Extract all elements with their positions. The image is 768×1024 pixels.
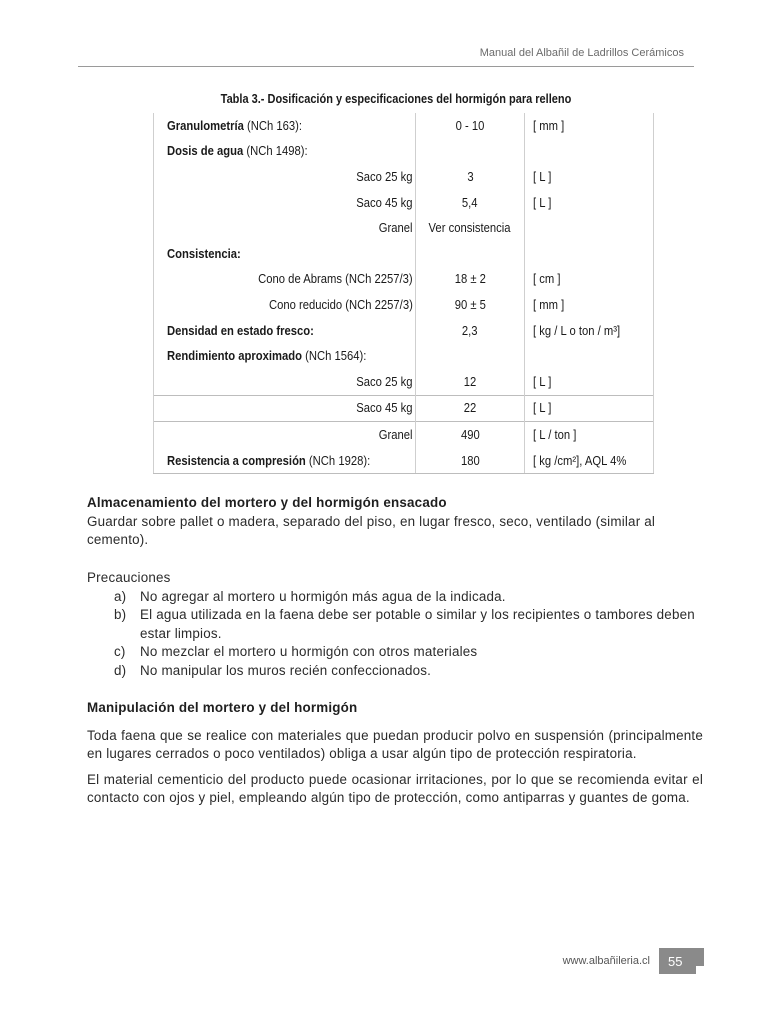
spec-table	[153, 113, 654, 474]
row-label-bold: Resistencia a compresión	[167, 453, 306, 468]
running-header: Manual del Albañil de Ladrillos Cerámicos	[479, 47, 684, 59]
table-row	[154, 267, 654, 293]
row-unit: [ L ]	[533, 195, 552, 210]
row-label-rest: (NCh 1564):	[302, 349, 367, 364]
list-item-text: No mezclar el mortero u hormigón con otros materiales	[140, 644, 478, 660]
table-title: Tabla 3.- Dosificación y especificaciones del hormigón para relleno	[220, 92, 572, 106]
row-value: 3	[466, 169, 474, 184]
row-label-bold: Dosis de agua	[167, 144, 244, 159]
row-value: 0 - 10	[455, 118, 485, 133]
list-item	[87, 588, 703, 607]
row-label: Cono reducido (NCh 2257/3)	[269, 297, 413, 312]
row-label-bold: Rendimiento aproximado	[167, 349, 303, 364]
table-row	[154, 422, 654, 448]
row-unit: [ mm ]	[533, 118, 565, 133]
list-marker: c)	[114, 644, 126, 660]
storage-text: Guardar sobre pallet o madera, separado del piso, en lugar fresco, seco, ventilado (similar al cemento).	[87, 513, 656, 548]
row-unit: [ L ]	[533, 169, 552, 184]
row-value: 180	[460, 453, 480, 468]
row-label-rest: (NCh 1928):	[305, 453, 371, 468]
list-item	[87, 643, 703, 662]
row-unit: [ kg / L o ton / m³]	[533, 323, 621, 338]
storage-section	[87, 494, 703, 550]
row-label: Saco 45 kg	[356, 195, 413, 210]
row-label: Saco 45 kg	[356, 401, 413, 416]
row-value: 5,4	[462, 195, 478, 210]
row-label: Saco 25 kg	[356, 169, 413, 184]
row-unit: [ L / ton ]	[533, 427, 577, 442]
table-row	[154, 215, 654, 241]
table-row	[154, 241, 654, 267]
row-unit: [ L ]	[533, 401, 552, 416]
handling-section	[87, 699, 703, 808]
table-row	[154, 395, 654, 422]
page-box-notch	[696, 966, 704, 974]
row-unit: [ mm ]	[533, 297, 565, 312]
page-number: 55	[668, 953, 683, 969]
list-marker: d)	[114, 662, 127, 678]
row-value: Ver consistencia	[429, 221, 511, 236]
list-marker: b)	[114, 607, 127, 623]
table-row	[154, 369, 654, 395]
table-row	[154, 318, 654, 344]
row-label: Cono de Abrams (NCh 2257/3)	[258, 272, 413, 287]
page-number-box	[659, 948, 704, 974]
list-item	[87, 606, 703, 643]
list-item	[87, 662, 703, 681]
row-value: 2,3	[462, 323, 478, 338]
row-label: Saco 25 kg	[356, 374, 413, 389]
precautions-list	[87, 588, 703, 681]
handling-paragraph-2: El material cementicio del producto puede ocasionar irritaciones, por lo que se recomienda evitar el contacto con ojos y piel, empleando algún tipo de protección, como antiparras y guantes de goma.	[87, 771, 703, 806]
row-label-bold: Consistencia:	[167, 246, 241, 261]
row-value: 490	[460, 427, 480, 442]
row-label-rest: (NCh 1498):	[243, 144, 308, 159]
table-row	[154, 139, 654, 165]
row-unit: [ L ]	[533, 374, 552, 389]
handling-paragraph-1: Toda faena que se realice con materiales que puedan producir polvo en suspensión (principalmente en lugares cerrados o poco ventilados) obliga a usar algún tipo de protección respiratoria.	[87, 727, 703, 762]
row-label-bold: Granulometría	[167, 118, 244, 133]
list-item-text: El agua utilizada en la faena debe ser potable o similar y los recipientes o tambores deben estar limpios.	[140, 607, 695, 641]
table-row	[154, 292, 654, 318]
list-item-text: No agregar al mortero u hormigón más agua de la indicada.	[140, 588, 506, 604]
table-row	[154, 190, 654, 216]
footer-url: www.albañileria.cl	[562, 955, 650, 967]
table-row	[154, 164, 654, 190]
row-unit: [ cm ]	[533, 272, 561, 287]
table-row	[154, 113, 654, 139]
row-value: 22	[463, 401, 477, 416]
row-unit: [ kg /cm²], AQL 4%	[533, 453, 627, 468]
row-value: 12	[463, 374, 477, 389]
table-row	[154, 448, 654, 474]
storage-heading: Almacenamiento del mortero y del hormigón ensacado	[87, 495, 447, 510]
row-label: Granel	[379, 221, 413, 236]
list-marker: a)	[114, 588, 127, 604]
list-item-text: No manipular los muros recién confeccionados.	[140, 662, 432, 678]
table-row	[154, 343, 654, 369]
precautions-heading: Precauciones	[87, 570, 171, 585]
row-label-bold: Densidad en estado fresco:	[167, 323, 314, 338]
row-label: Granel	[379, 427, 413, 442]
row-value: 90 ± 5	[454, 297, 486, 312]
row-label-rest: (NCh 163):	[243, 118, 303, 133]
precautions-section	[87, 569, 703, 681]
handling-heading: Manipulación del mortero y del hormigón	[87, 700, 358, 715]
header-rule	[78, 66, 694, 67]
row-value: 18 ± 2	[454, 272, 486, 287]
